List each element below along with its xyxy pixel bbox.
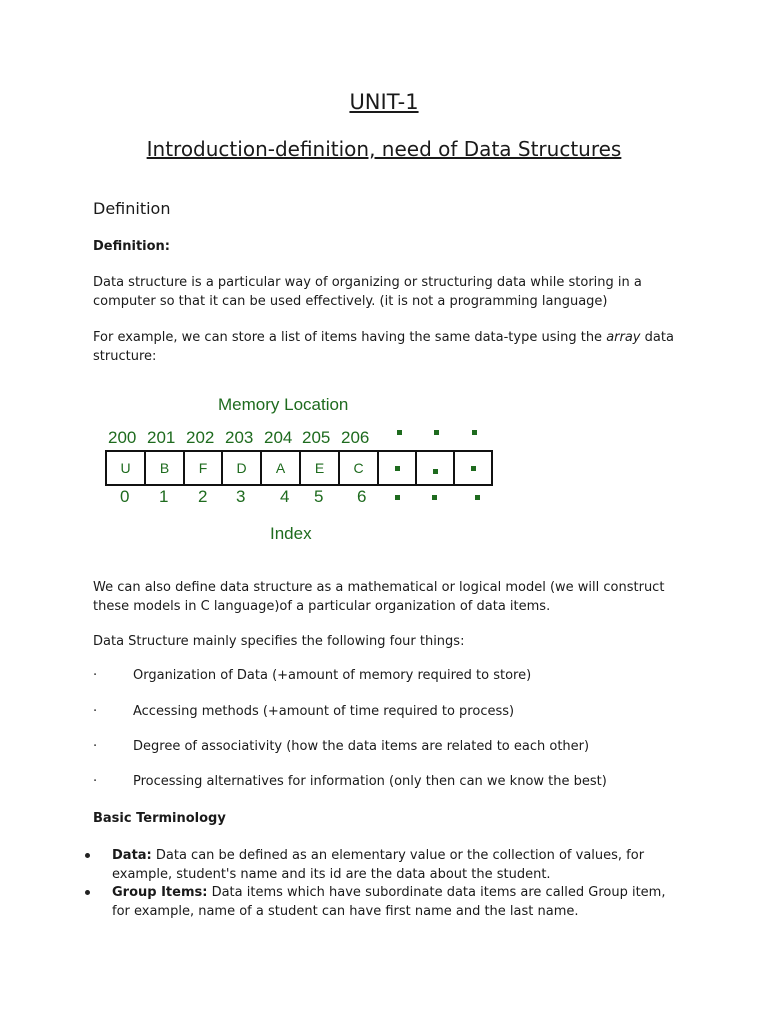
example-text-after: data structure: xyxy=(93,330,674,364)
array-cell: A xyxy=(262,452,301,484)
ellipsis-square xyxy=(395,495,400,500)
index-number: 5 xyxy=(314,487,324,506)
ellipsis-square xyxy=(433,469,438,474)
array-cell: E xyxy=(301,452,340,484)
term-text: Data can be defined as an elementary value or the collection of values, for example, student's name and its id are the data about the student. xyxy=(112,848,645,882)
array-cell: D xyxy=(223,452,262,484)
address-label: 202 xyxy=(186,428,215,447)
array-cell-ellipsis xyxy=(417,452,455,484)
address-label: 206 xyxy=(341,428,370,447)
definition-label: Definition: xyxy=(93,239,171,254)
ellipsis-square xyxy=(434,430,439,435)
address-label: 203 xyxy=(225,428,254,447)
bullet-dot: · xyxy=(93,739,98,754)
term-name: Group Items: xyxy=(112,885,208,900)
address-label: 204 xyxy=(264,428,293,447)
index-number: 3 xyxy=(236,487,246,506)
four-things-text: Degree of associativity (how the data items are related to each other) xyxy=(133,739,590,754)
ellipsis-square xyxy=(472,430,477,435)
array-cell: U xyxy=(107,452,146,484)
ellipsis-square xyxy=(395,466,400,471)
term-name: Data: xyxy=(112,848,152,863)
ellipsis-square xyxy=(432,495,437,500)
address-label: 205 xyxy=(302,428,331,447)
term-item xyxy=(112,883,672,921)
four-things-item xyxy=(93,704,514,719)
diagram-title: Memory Location xyxy=(218,395,349,414)
ellipsis-square xyxy=(471,466,476,471)
bullet-dot: · xyxy=(93,668,98,683)
address-label: 200 xyxy=(108,428,137,447)
example-text-italic: array xyxy=(606,330,641,345)
four-things-intro: Data Structure mainly specifies the following four things: xyxy=(93,634,465,649)
array-cell: C xyxy=(340,452,379,484)
array-cells xyxy=(105,450,493,486)
ellipsis-square xyxy=(475,495,480,500)
definition-paragraph: Data structure is a particular way of organizing or structuring data while storing in a computer so that it can be used effectively. (it is not a programming language) xyxy=(93,275,642,309)
four-things-item xyxy=(93,668,531,683)
index-number: 1 xyxy=(159,487,169,506)
index-label: Index xyxy=(270,524,312,543)
index-number: 2 xyxy=(198,487,208,506)
bullet-disc xyxy=(85,853,90,858)
array-cell-ellipsis xyxy=(455,452,491,484)
bullet-dot: · xyxy=(93,774,98,789)
four-things-item xyxy=(93,774,607,789)
ellipsis-square xyxy=(397,430,402,435)
index-number: 6 xyxy=(357,487,367,506)
bullet-dot: · xyxy=(93,704,98,719)
address-label: 201 xyxy=(147,428,176,447)
unit-title: UNIT-1 xyxy=(349,90,419,114)
model-paragraph: We can also define data structure as a mathematical or logical model (we will construct these models in C language)of a particular organization of data items. xyxy=(93,580,665,614)
array-cell-ellipsis xyxy=(379,452,417,484)
four-things-item xyxy=(93,739,589,754)
index-number: 0 xyxy=(120,487,130,506)
term-item xyxy=(112,846,672,884)
main-title: Introduction-definition, need of Data Structures xyxy=(146,137,622,161)
four-things-text: Accessing methods (+amount of time required to process) xyxy=(133,704,515,719)
array-cell: B xyxy=(146,452,185,484)
term-text: Data items which have subordinate data items are called Group item, for example, name of a student can have first name and the last name. xyxy=(112,885,666,919)
example-text-before: For example, we can store a list of items having the same data-type using the xyxy=(93,330,607,345)
example-paragraph xyxy=(93,328,693,366)
section-heading: Definition xyxy=(93,199,171,218)
four-things-text: Organization of Data (+amount of memory required to store) xyxy=(133,668,532,683)
index-number: 4 xyxy=(280,487,290,506)
bullet-disc xyxy=(85,890,90,895)
array-cell: F xyxy=(185,452,223,484)
four-things-text: Processing alternatives for information (only then can we know the best) xyxy=(133,774,607,789)
basic-terminology-heading: Basic Terminology xyxy=(93,811,226,826)
